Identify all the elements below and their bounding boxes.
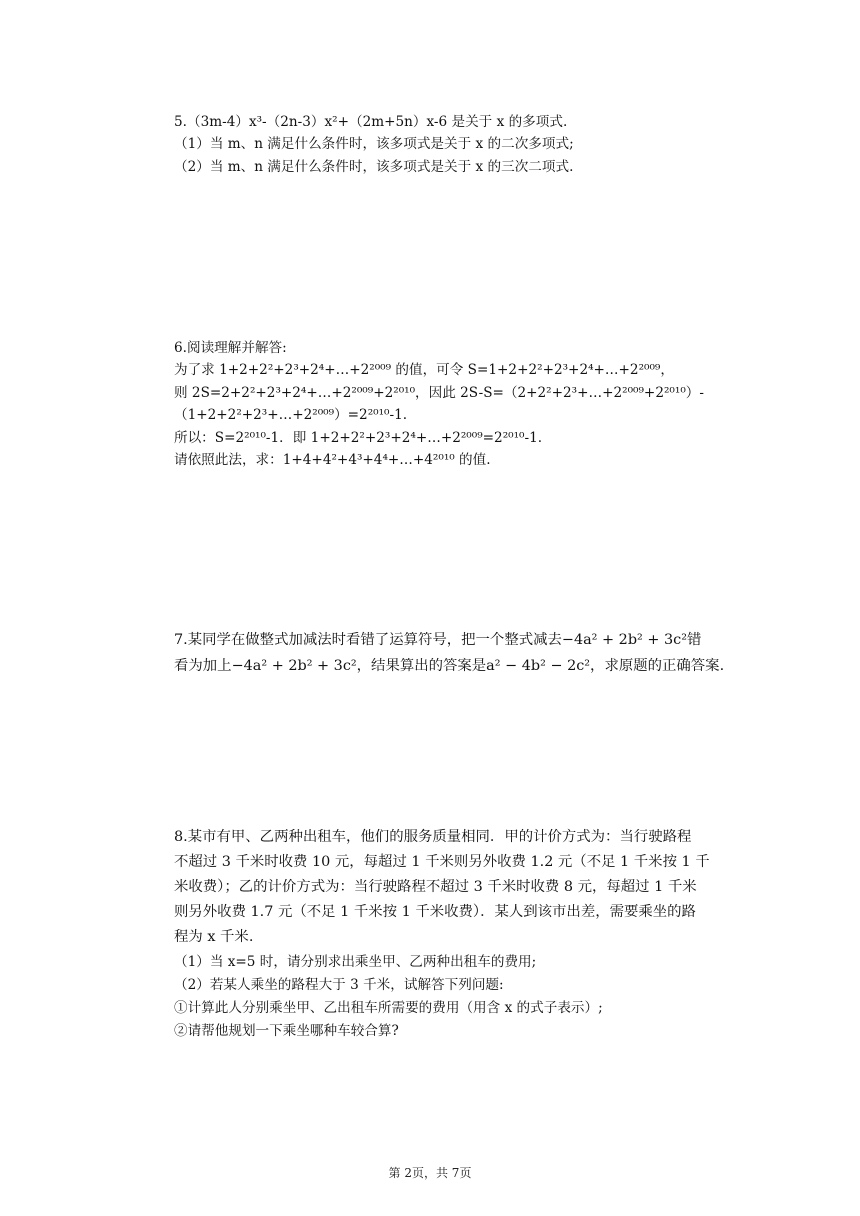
problem-6-line: 所以：S=2²⁰¹⁰-1．即 1+2+2²+2³+2⁴+…+2²⁰⁰⁹=2²⁰¹⁰-1. [174,430,543,446]
problem-6-line: （1+2+2²+2³+…+2²⁰⁰⁹）=2²⁰¹⁰-1. [174,407,408,423]
problem-5-part-1: （1）当 m、n 满足什么条件时，该多项式是关于 x 的二次多项式; [174,136,574,152]
problem-6-line: 为了求 1+2+2²+2³+2⁴+…+2²⁰⁰⁹ 的值，可令 S=1+2+2²+2³+2⁴+…+2²⁰⁰⁹， [174,362,674,378]
problem-8-subpart-1: ①计算此人分别乘坐甲、乙出租车所需要的费用（用含 x 的式子表示）; [174,1000,603,1016]
problem-5-part-2: （2）当 m、n 满足什么条件时，该多项式是关于 x 的三次二项式. [174,159,574,175]
problem-7-line: 7.某同学在做整式加减法时看错了运算符号，把一个整式减去−4a² + 2b² + 3c²错 [174,632,702,648]
problem-8-subpart-2: ②请帮他规划一下乘坐哪种车较合算? [174,1023,399,1039]
problem-6-title: 6.阅读理解并解答: [174,340,287,356]
problem-6-line: 则 2S=2+2²+2³+2⁴+…+2²⁰⁰⁹+2²⁰¹⁰，因此 2S-S=（2+2²+2³+…+2²⁰⁰⁹+2²⁰¹⁰）- [174,385,704,401]
problem-8-part-2: （2）若某人乘坐的路程大于 3 千米，试解答下列问题: [174,977,504,993]
problem-8-line: 程为 x 千米. [174,929,254,945]
problem-8-line: 不超过 3 千米时收费 10 元，每超过 1 千米则另外收费 1.2 元（不足 1 千米按 1 千 [174,854,710,870]
page-number-footer: 第 2页，共 7页 [388,1166,472,1180]
problem-8-line: 米收费）；乙的计价方式为：当行驶路程不超过 3 千米时收费 8 元，每超过 1 千米 [174,879,697,895]
problem-6-question: 请依照此法，求：1+4+4²+4³+4⁴+…+4²⁰¹⁰ 的值. [174,452,491,468]
problem-8-part-1: （1）当 x=5 时，请分别求出乘坐甲、乙两种出租车的费用; [174,954,537,970]
problem-7-line: 看为加上−4a² + 2b² + 3c²，结果算出的答案是a² − 4b² − 2c²，求原题的正确答案. [174,658,725,674]
problem-8-line: 8.某市有甲、乙两种出租车，他们的服务质量相同．甲的计价方式为：当行驶路程 [174,829,692,845]
problem-5-statement: 5.（3m-4）x³-（2n-3）x²+（2m+5n）x-6 是关于 x 的多项式. [174,114,568,130]
problem-8-line: 则另外收费 1.7 元（不足 1 千米按 1 千米收费）．某人到该市出差，需要乘坐的路 [174,904,696,920]
